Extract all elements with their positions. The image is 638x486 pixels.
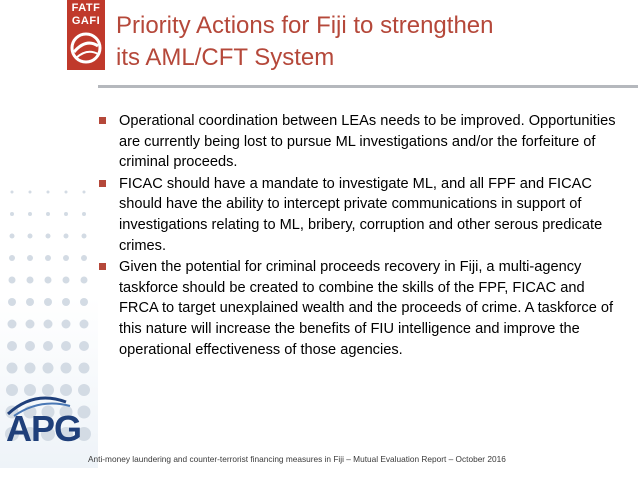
fatf-emblem-icon	[67, 28, 105, 70]
list-item	[99, 111, 619, 173]
slide-title-line-2: its AML/CFT System	[116, 44, 335, 71]
bullet-text: FICAC should have a mandate to investigate ML, and all FPF and FICAC should have the ability to intercept private communications in support of investigations relating to ML, bribery, corruption and other serous predicate crimes.	[119, 175, 603, 254]
slide-title	[116, 10, 616, 74]
bullet-list	[99, 111, 619, 361]
bullet-square-icon	[99, 117, 106, 124]
footer-text: Anti-money laundering and counter-terrorist financing measures in Fiji – Mutual Evaluation Report – October 2016	[88, 454, 506, 464]
fatf-logo-text-top: FATF	[71, 2, 101, 14]
bullet-text: Operational coordination between LEAs needs to be improved. Opportunities are currently being lost to pursue ML investigations and/or the forfeiture of criminal proceeds.	[119, 113, 616, 171]
list-item	[99, 174, 619, 256]
bullet-square-icon	[99, 263, 106, 270]
fatf-logo-text-bottom: GAFI	[71, 15, 101, 27]
list-item	[99, 257, 619, 360]
apg-logo-text: APG	[6, 408, 82, 449]
apg-logo	[4, 394, 92, 460]
slide-title-line-1: Priority Actions for Fiji to strengthen	[116, 12, 494, 39]
bullet-square-icon	[99, 180, 106, 187]
title-divider	[98, 85, 638, 88]
bullet-text: Given the potential for criminal proceeds recovery in Fiji, a multi-agency taskforce should be created to combine the skills of the FPF, FICAC and FRCA to target unexplained wealth and the proceeds of crime. A taskforce of this nature will increase the benefits of FIU intelligence and improve the operational effectiveness of those agencies.	[119, 259, 614, 358]
fatf-logo	[67, 0, 105, 70]
